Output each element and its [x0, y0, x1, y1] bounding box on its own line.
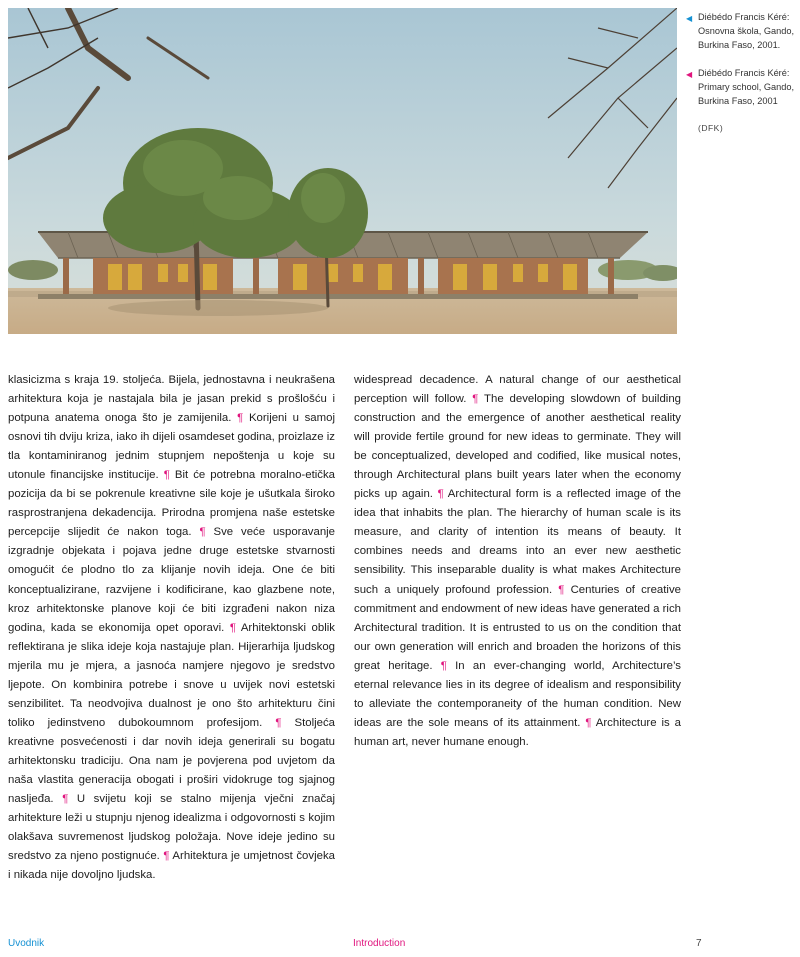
body-text-english	[354, 371, 681, 752]
caption-text: Diébédo Francis Kéré: Osnovna škola, Gando, Burkina Faso, 2001.	[698, 12, 795, 50]
pilcrow-icon: ¶	[558, 583, 565, 596]
paragraph: widespread decadence. A natural change of our aesthetical perception will follow.	[354, 374, 681, 406]
pilcrow-icon: ¶	[229, 621, 236, 634]
pilcrow-icon: ¶	[437, 488, 444, 501]
pilcrow-icon: ¶	[163, 850, 170, 863]
pilcrow-icon: ¶	[472, 393, 479, 406]
caption-marker-icon: ◀	[686, 14, 693, 23]
paragraph: Korijeni u samoj osnovi tih dviju kriza, iako ih dijeli osamdeset godina, proizlaze iz tla kontaminiranog jednim stupnjem nepoštenja u koje su utonule financijske institucije.	[8, 412, 335, 482]
body-text-croatian	[8, 371, 335, 885]
caption-marker-icon: ◀	[686, 70, 693, 79]
pilcrow-icon: ¶	[585, 716, 592, 729]
paragraph: Stoljeća kreativne posvećenosti i dar novih ideja generirali su bogatu arhitektonsku tradiciju. Ona nam je povjerena pod uvjetom da naša vlastita generacija obogati i proširi vidokruge tog sjajnog naslјeđa.	[8, 716, 335, 806]
paragraph: Arhitektura je umjetnost čovjeka i nikada nije dovoljno ljudska.	[8, 850, 335, 882]
paragraph: Architecture is a human art, never humane enough.	[354, 716, 681, 748]
paragraph: U svijetu koji se stalno mijenja vječni značaj arhitekture leži u stupnju njenog idealizma i odgovornosti s kojim olakšava suvremenost ljudskog položaja. Nove ideje jedino su sredstvo za njeno postignuće.	[8, 793, 336, 863]
pilcrow-icon: ¶	[199, 526, 206, 539]
footer-section-english: Introduction	[353, 938, 406, 949]
paragraph: The developing slowdown of building construction and the emergence of another aesthetical reality will provide fertile ground for new ideas to germinate. They will be conceptualized, developed and codified, like musical notes, through Architectural plans built years later when the economy picks up again.	[354, 393, 681, 501]
pilcrow-icon: ¶	[275, 716, 282, 729]
pilcrow-icon: ¶	[62, 793, 69, 806]
paragraph: Centuries of creative commitment and endowment of new ideas have generated a rich Architectural tradition. It is entrusted to us on the condition that our own generation will enrich and broaden the horizons of this great heritage.	[354, 583, 681, 672]
caption-text: Diébédo Francis Kéré: Primary school, Gando, Burkina Faso, 2001	[698, 68, 794, 106]
page-number: 7	[696, 938, 702, 949]
paragraph: Architectural form is a reflected image of the idea that inhabits the plan. The hierarchy of human scale is its measure, and clarity of intention its means of beauty. It combines needs and dreams into an ever new aesthetic sensibility. This inseparable duality is what makes Architecture such a uniquely profound profession.	[354, 488, 681, 596]
paragraph: Bit će potrebna moralno-etička pozicija da bi se pokrenule kreativne sile koje je ušutkala široko rasprostranjena dekadencija. Prirodna promjena naše estetske percepcije slijedit će nakon toga.	[8, 469, 335, 539]
paragraph: klasicizma s kraja 19. stoljeća. Bijela, jednostavna i neukrašena arhitektura koja je nastajala bila je jasan prekid s prošlošću i potpuna anatema onoga što je zamijenila.	[8, 374, 335, 425]
caption-english	[686, 66, 798, 108]
paragraph: In an ever-changing world, Architecture’s eternal relevance lies in its degree of idealism and responsibility to alleviate the contemporaneity of the human condition. New ideas are the sole means of its attainment.	[354, 659, 681, 729]
paragraph: Sve veće usporavanje izgradnje objekata i pojava jedne druge estetske stvarnosti omogućit će plodno tlo za klijanje novih ideja. One će biti konceptualizirane, razvijene i kodificirane, kao glazbene note, kroz arhitektonske planove koji će biti izgrađeni nakon niza godina, kada se ekonomija opet oporavi.	[8, 526, 336, 634]
photo-credit: (DFK)	[698, 123, 724, 133]
pilcrow-icon: ¶	[440, 659, 447, 672]
footer-section-croatian: Uvodnik	[8, 938, 45, 949]
paragraph: Arhitektonski oblik reflektirana je slika ideje koja nastajuje plan. Hijerarhija ljudskog mjerila mu je mjera, a jasnoća namjere njegovo je sredstvo ljepote. On kombinira potrebe i snove u uvijek novi estetski senzibilitet. Ta neodvojiva dualnost je ono što arhitekturu čini toliko jedinstveno dubokoumnom profesijom.	[8, 621, 335, 729]
school-photo	[8, 8, 677, 334]
pilcrow-icon: ¶	[163, 469, 170, 482]
caption-croatian	[686, 10, 798, 52]
pilcrow-icon: ¶	[237, 412, 244, 425]
